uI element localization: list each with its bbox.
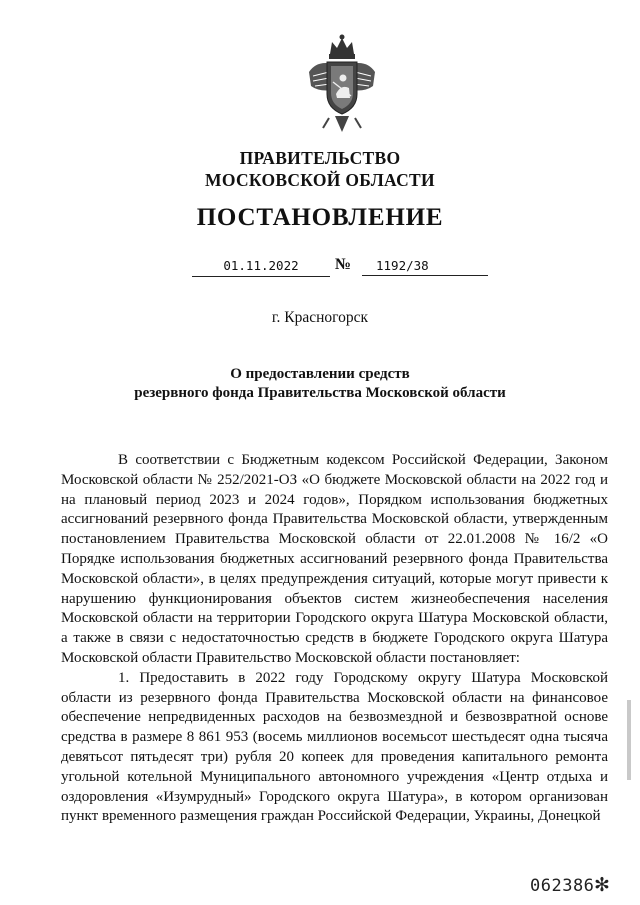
document-type: ПОСТАНОВЛЕНИЕ (196, 204, 444, 231)
scan-margin-mark (627, 700, 631, 780)
item-1-paragraph: 1. Предоставить в 2022 году Городскому округу Шатура Московской области из резервного фонда Правительства Московской области на финансовое обеспечение непредвиденных расходов на безвозмездной и безвозвратной основе средства в размере 8 861 953 (восемь миллионов восемьсот шестьдесят одна тысяча девятьсот пятьдесят три) рубля 20 копеек для проведения капитального ремонта угольной котельной Муниципального автономного учреждения «Центр отдыха и оздоровления «Изумрудный» Городского округа Шатура», в котором организован пункт временного размещения граждан Российской Федерации, Украины, Донецкой (61, 669, 608, 825)
page-serial-number: 062386 (530, 876, 595, 896)
subject-line1: О предоставлении средств (230, 366, 410, 382)
star-mark-icon: ✻ (594, 875, 610, 896)
registration-date: 01.11.2022 (192, 258, 330, 277)
authority-name-line1: ПРАВИТЕЛЬСТВО (239, 148, 401, 168)
number-sign: № (335, 256, 352, 273)
document-body (61, 451, 608, 827)
subject-line2: резервного фонда Правительства Московской области (134, 385, 506, 401)
authority-name-line2: МОСКОВСКОЙ ОБЛАСТИ (205, 170, 435, 190)
coat-of-arms-icon (303, 32, 381, 140)
city-name: г. Красногорск (271, 309, 369, 326)
registration-number: 1192/38 (362, 258, 488, 276)
preamble-paragraph: В соответствии с Бюджетным кодексом Российской Федерации, Законом Московской области № 252/2021-ОЗ «О бюджете Московской области на 2022 год и на плановый период 2023 и 2024 годов», Порядком использования бюджетных ассигнований резервного фонда Правительства Московской области, утвержденным постановлением Правительства Московской области от 22.01.2008 № 16/2 «О Порядке использования бюджетных ассигнований резервного фонда Правительства Московской области», в целях предупреждения ситуаций, которые могут привести к нарушению функционирования объектов систем жизнеобеспечения населения Московской области на территории Городского округа Шатура Московской области, а также в связи с недостаточностью средств в бюджете Городского округа Шатура Московской области Правительство Московской области постановляет: (61, 452, 608, 666)
